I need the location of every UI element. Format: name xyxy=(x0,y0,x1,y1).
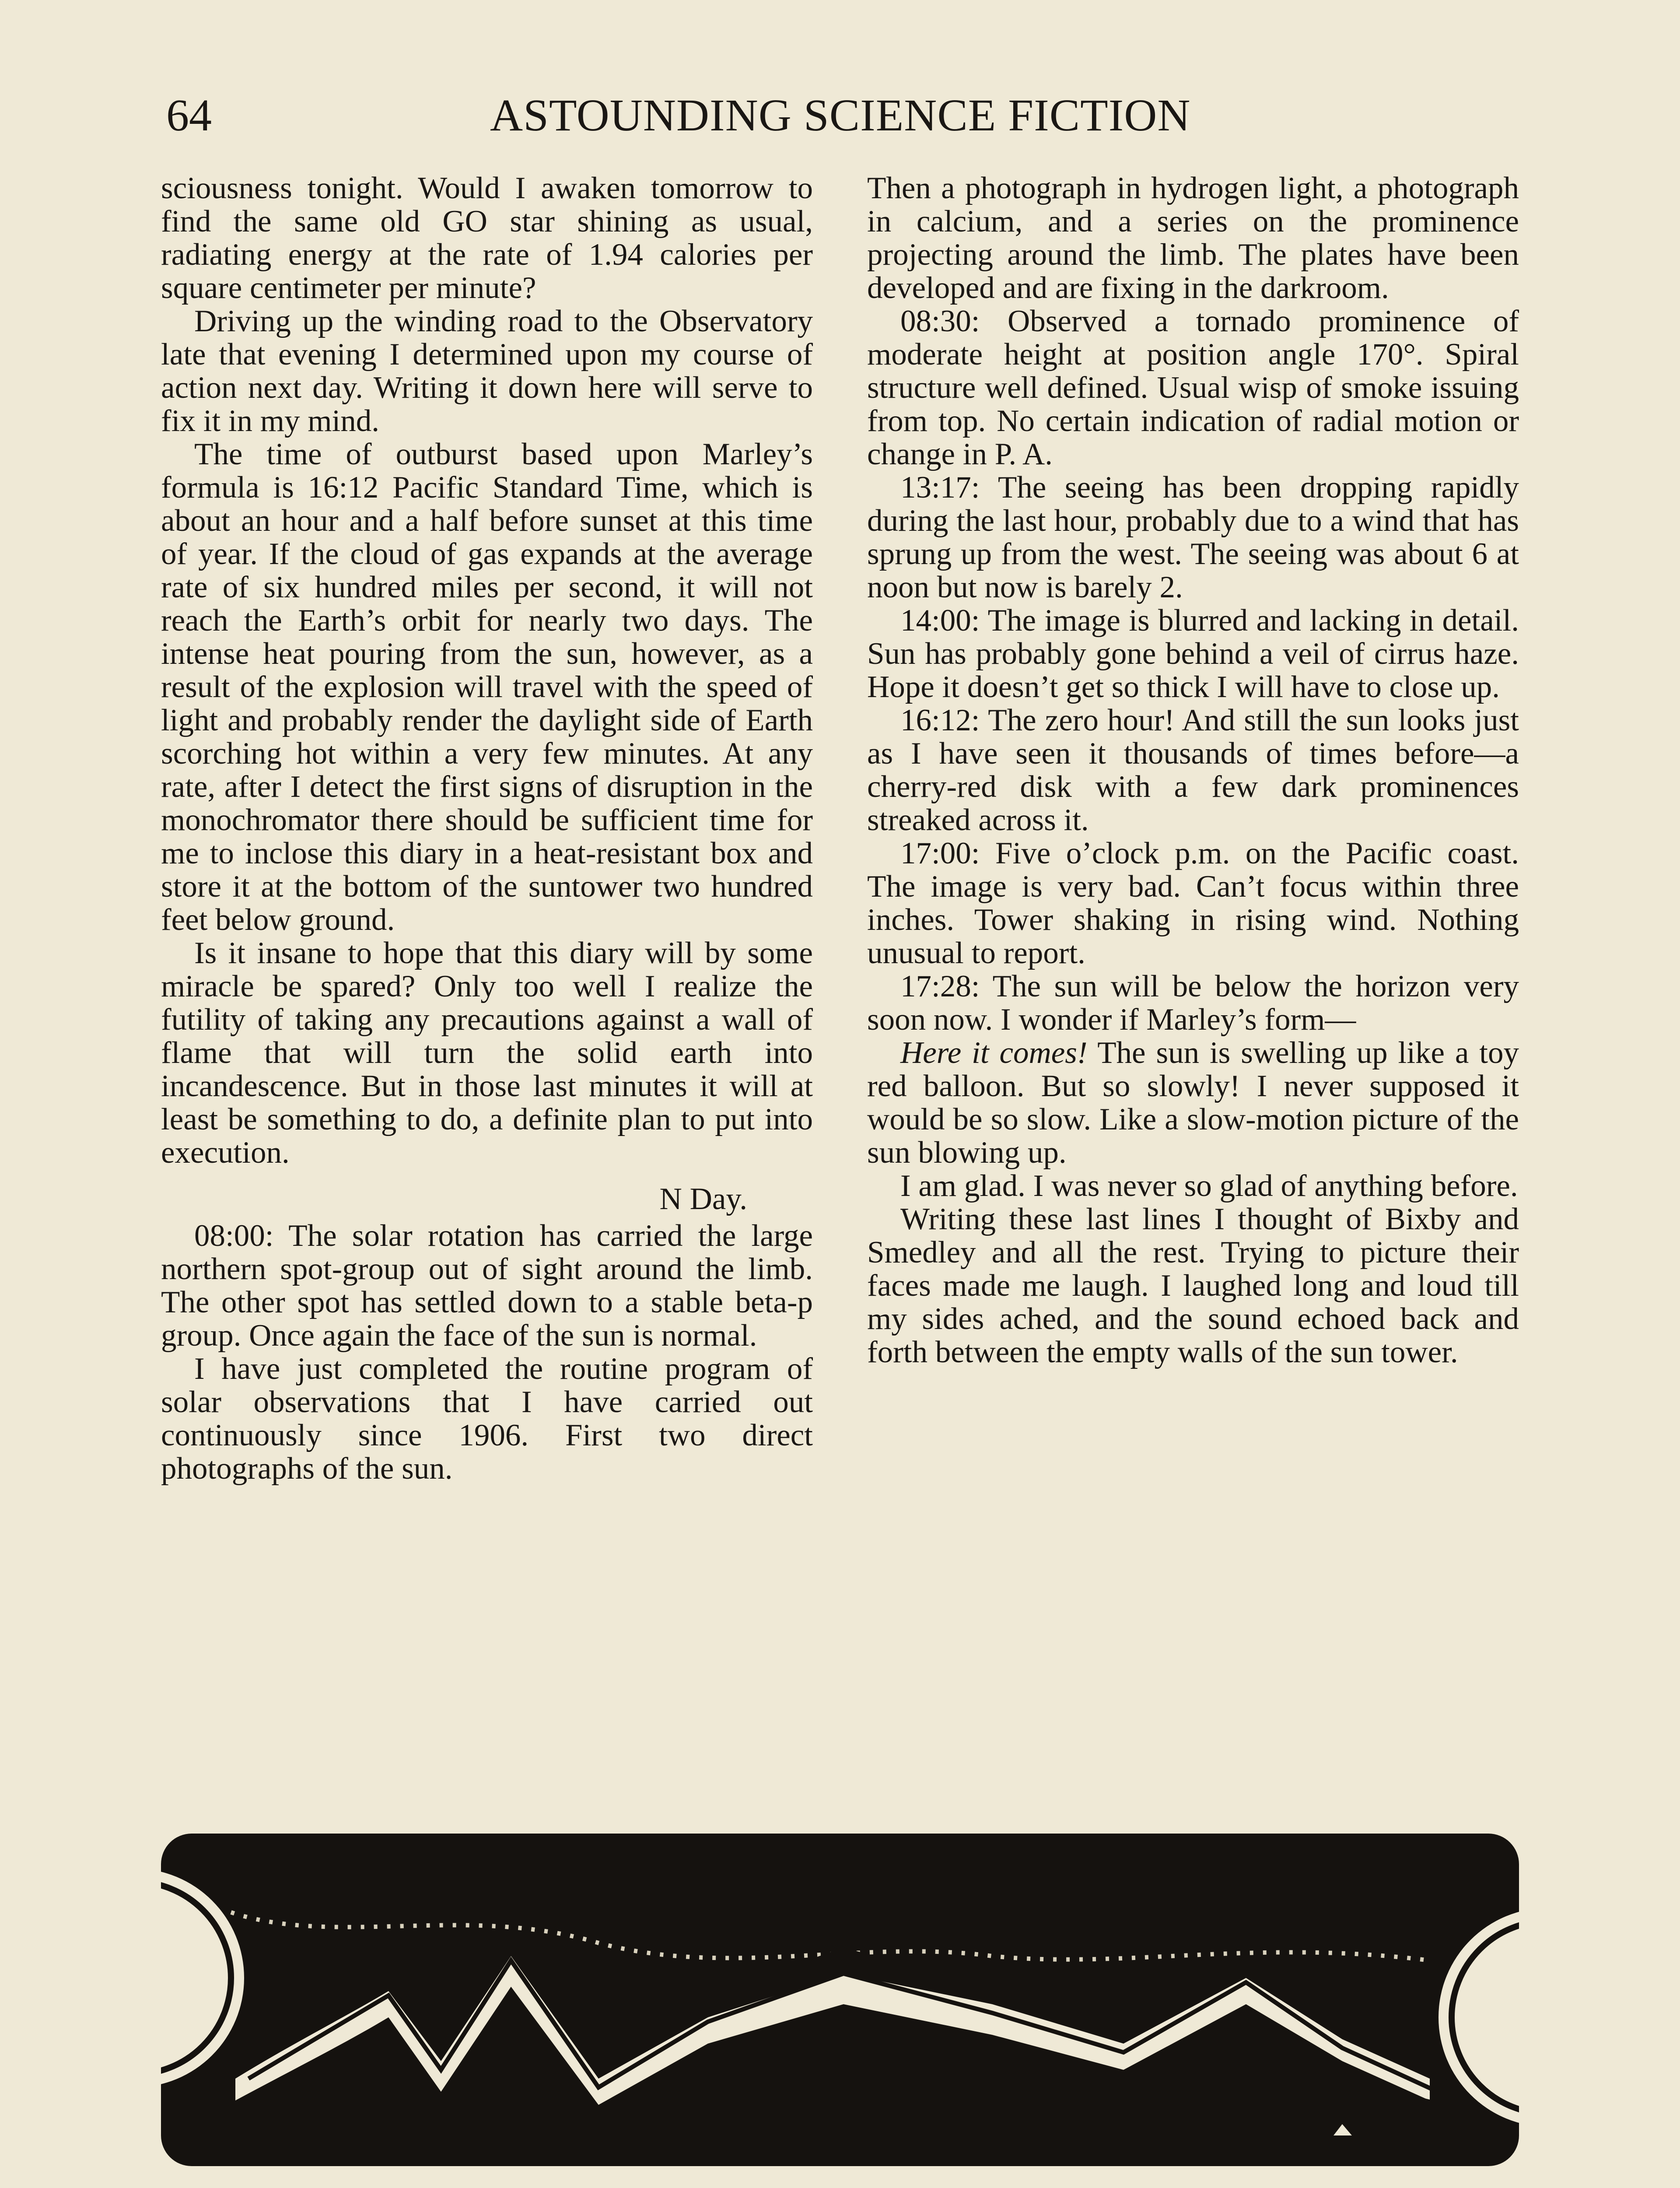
dateline: N Day. xyxy=(659,1182,747,1216)
paragraph xyxy=(867,1036,1519,1169)
solar-flare-illustration xyxy=(161,1834,1519,2166)
diary-entry: 17:00: Five o’clock p.m. on the Pacific coast. The image is very bad. Can’t focus within three inches. Tower shaking in rising wind. Nothing unusual to report. xyxy=(867,836,1519,970)
paragraph: Then a photograph in hydrogen light, a photograph in calcium, and a series on the prominence projecting around the limb. The plates have been developed and are fixing in the darkroom. xyxy=(867,171,1519,305)
diary-entry: 14:00: The image is blurred and lacking in detail. Sun has probably gone behind a veil of cirrus haze. Hope it doesn’t get so thick I will have to close up. xyxy=(867,603,1519,704)
paragraph: Writing these last lines I thought of Bixby and Smedley and all the rest. Trying to picture their faces made me laugh. I laughed long and loud till my sides ached, and the sound echoed back and forth between the empty walls of the sun tower. xyxy=(867,1202,1519,1369)
diary-entry: 13:17: The seeing has been dropping rapidly during the last hour, probably due to a wind that has sprung up from the west. The seeing was about 6 at noon but now is barely 2. xyxy=(867,470,1519,604)
diary-entry: 08:00: The solar rotation has carried the large northern spot-group out of sight around the limb. The other spot has settled down to a stable beta-p group. Once again the face of the sun is normal. xyxy=(161,1219,813,1353)
paragraph: I am glad. I was never so glad of anything before. xyxy=(900,1169,1518,1203)
exclamation: Here it comes! xyxy=(900,1036,1088,1070)
diary-entry: 16:12: The zero hour! And still the sun looks just as I have seen it thousands of times before—a cherry-red disk with a few dark prominences streaked across it. xyxy=(867,703,1519,837)
diary-entry: 08:30: Observed a tornado prominence of moderate height at position angle 170°. Spiral structure well defined. Usual wisp of smoke issuing from top. No certain indication of radial motion or change in P. A. xyxy=(867,304,1519,471)
paragraph: I have just completed the routine program of solar observations that I have carried out continuously since 1906. First two direct photographs of the sun. xyxy=(161,1352,813,1486)
left-column xyxy=(161,172,813,1485)
paragraph-text: The sun is swelling up like a toy red balloon. But so slowly! I never supposed it would be so slow. Like a slow-motion picture of the sun blowing up. xyxy=(867,1036,1519,1170)
paragraph: The time of outburst based upon Marley’s formula is 16:12 Pacific Standard Time, which is about an hour and a half before sunset at this time of year. If the cloud of gas expands at the average rate of six hundred miles per second, it will not reach the Earth’s orbit for nearly two days. The intense heat pouring from the sun, however, as a result of the explosion will travel with the speed of light and probably render the daylight side of Earth scorching hot within a very few minutes. At any rate, after I detect the first signs of disruption in the monochromator there should be sufficient time for me to inclose this diary in a heat-resistant box and store it at the bottom of the suntower two hundred feet below ground. xyxy=(161,437,813,937)
diary-entry: 17:28: The sun will be below the horizon very soon now. I wonder if Marley’s form— xyxy=(867,969,1519,1037)
running-head: ASTOUNDING SCIENCE FICTION xyxy=(490,90,1191,140)
page-number: 64 xyxy=(166,90,212,140)
paragraph: sciousness tonight. Would I awaken tomorrow to find the same old GO star shining as usual, radiating energy at the rate of 1.94 calories per square centimeter per minute? xyxy=(161,171,813,305)
right-column xyxy=(867,172,1519,1369)
paragraph: Is it insane to hope that this diary will by some miracle be spared? Only too well I realize the futility of taking any precautions against a wall of flame that will turn the solid earth into incandescence. But in those last minutes it will at least be something to do, a definite plan to put into execution. xyxy=(161,936,813,1170)
paragraph: Driving up the winding road to the Observatory late that evening I determined upon my course of action next day. Writing it down here will serve to fix it in my mind. xyxy=(161,304,813,438)
